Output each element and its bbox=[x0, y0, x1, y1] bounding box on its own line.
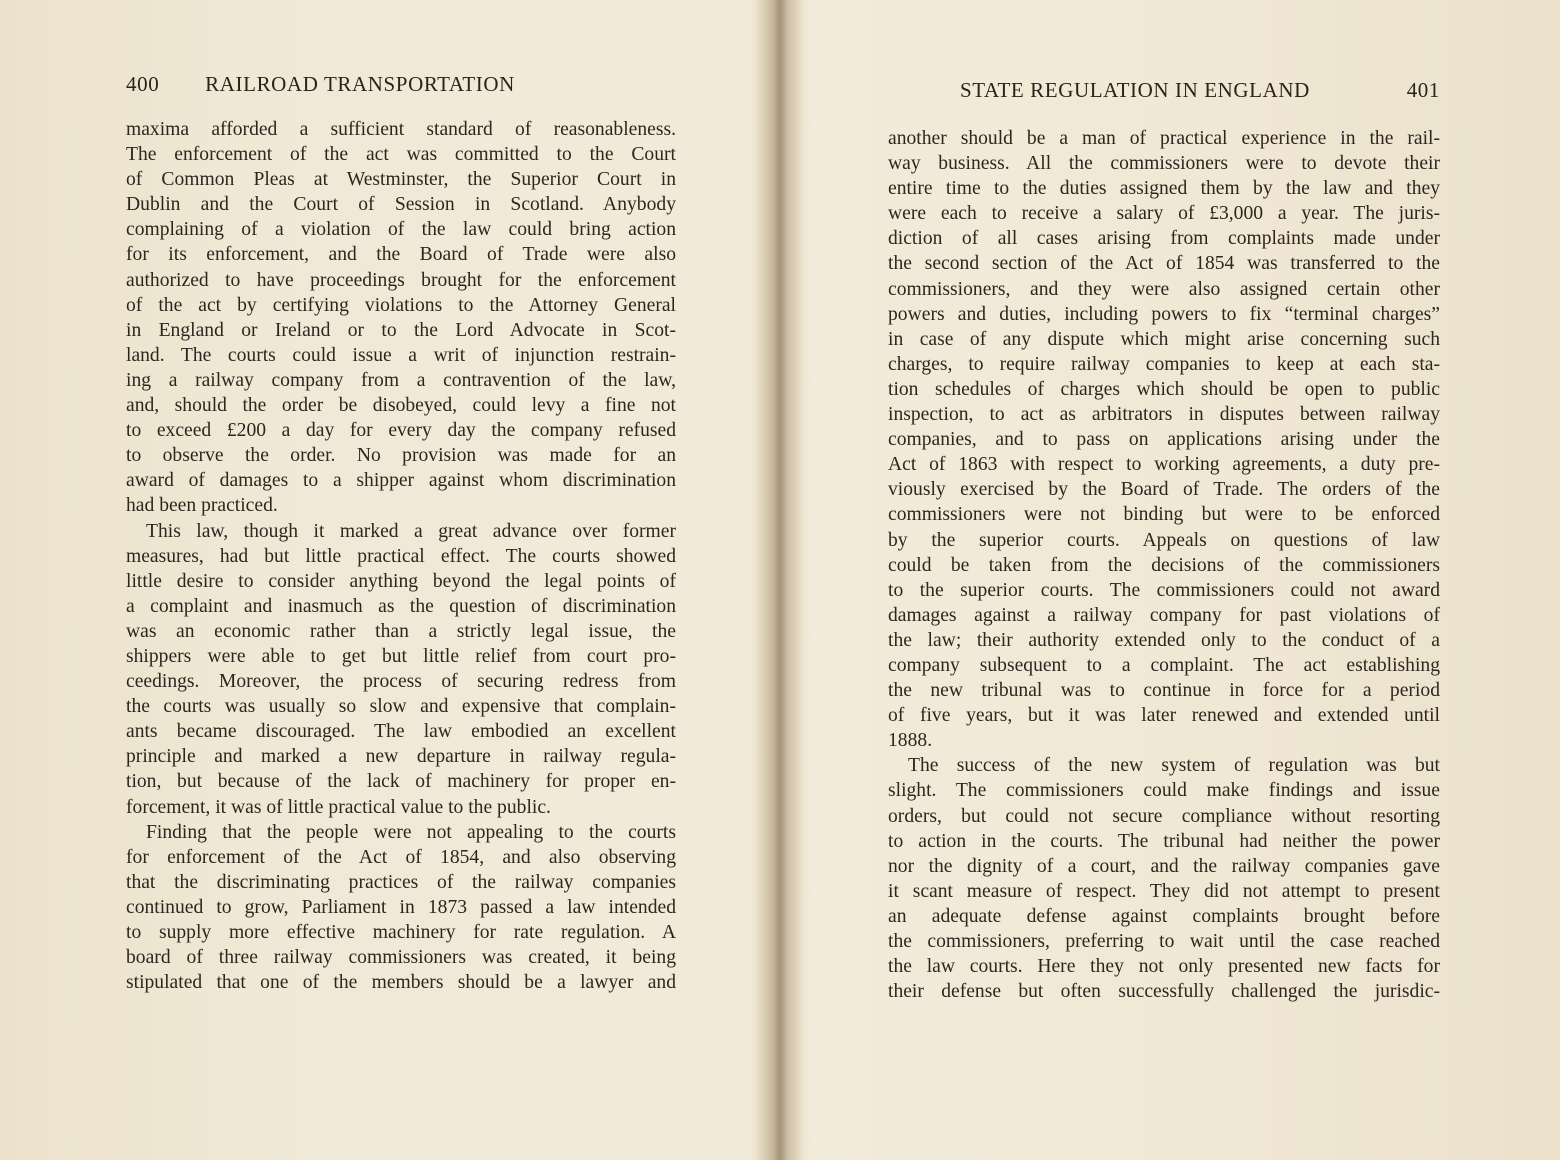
book-gutter bbox=[756, 0, 804, 1160]
text-line: by the superior courts. Appeals on questions of law bbox=[888, 529, 1440, 551]
text-line: award of damages to a shipper against whom discrimination bbox=[126, 470, 676, 492]
text-line: This law, though it marked a great advance over former bbox=[146, 520, 676, 542]
text-line: continued to grow, Parliament in 1873 passed a law intended bbox=[126, 896, 676, 918]
text-line: the law courts. Here they not only presented new facts for bbox=[888, 956, 1440, 978]
text-line: stipulated that one of the members should be a lawyer and bbox=[126, 972, 676, 994]
text-line: entire time to the duties assigned them by the law and they bbox=[888, 178, 1440, 200]
text-line: ceedings. Moreover, the process of securing redress from bbox=[126, 671, 676, 693]
right-running-title: STATE REGULATION IN ENGLAND bbox=[960, 78, 1310, 102]
text-line: and, should the order be disobeyed, could levy a fine not bbox=[126, 395, 676, 417]
text-line: tion, but because of the lack of machinery for proper en- bbox=[126, 771, 676, 793]
text-line: to the superior courts. The commissioners could not award bbox=[888, 579, 1440, 601]
text-line: The success of the new system of regulation was but bbox=[908, 755, 1440, 777]
text-line: ants became discouraged. The law embodied an excellent bbox=[126, 721, 676, 743]
text-line: diction of all cases arising from complaints made under bbox=[888, 228, 1440, 250]
text-line: could be taken from the decisions of the commissioners bbox=[888, 554, 1440, 576]
text-line: to supply more effective machinery for rate regulation. A bbox=[126, 922, 676, 943]
text-line: principle and marked a new departure in railway regula- bbox=[126, 746, 676, 768]
text-line: in case of any dispute which might arise concerning such bbox=[888, 328, 1440, 350]
text-line: the courts was usually so slow and expensive that complain- bbox=[126, 696, 676, 718]
text-line: of five years, but it was later renewed and extended until bbox=[888, 705, 1440, 727]
text-line: orders, but could not secure compliance without resorting bbox=[888, 805, 1440, 827]
text-line: that the discriminating practices of the railway companies bbox=[126, 871, 676, 893]
text-line: powers and duties, including powers to fix “terminal charges” bbox=[888, 303, 1440, 325]
text-line: was an economic rather than a strictly legal issue, the bbox=[126, 620, 676, 642]
text-line: were each to receive a salary of £3,000 a year. The juris- bbox=[888, 203, 1440, 225]
text-line: charges, to require railway companies to keep at each sta- bbox=[888, 353, 1440, 375]
text-line: little desire to consider anything beyond the legal points of bbox=[126, 570, 676, 592]
left-text-column bbox=[126, 117, 676, 995]
text-line: land. The courts could issue a writ of injunction restrain- bbox=[126, 344, 676, 366]
text-line: nor the dignity of a court, and the railway companies gave bbox=[888, 855, 1440, 877]
text-line: way business. All the commissioners were to devote their bbox=[888, 153, 1440, 175]
left-page-number: 400 bbox=[126, 72, 160, 96]
text-line: it scant measure of respect. They did not attempt to present bbox=[888, 880, 1440, 902]
left-running-head bbox=[126, 72, 676, 97]
text-line: the law; their authority extended only to the conduct of a bbox=[888, 629, 1440, 651]
text-line: company subsequent to a complaint. The act establishing bbox=[888, 654, 1440, 676]
text-line: damages against a railway company for past violations of bbox=[888, 604, 1440, 626]
text-line: companies, and to pass on applications arising under the bbox=[888, 429, 1440, 451]
text-line: board of three railway commissioners was created, it being bbox=[126, 947, 676, 969]
text-line: to exceed £200 a day for every day the company refused bbox=[126, 420, 676, 442]
text-line: forcement, it was of little practical value to the public. bbox=[126, 796, 551, 818]
text-line: the second section of the Act of 1854 was transferred to the bbox=[888, 253, 1440, 275]
text-line: The enforcement of the act was committed to the Court bbox=[126, 144, 676, 166]
left-page bbox=[0, 0, 760, 1160]
text-line: maxima afforded a sufficient standard of reasonableness. bbox=[126, 119, 676, 140]
text-line: Finding that the people were not appealing to the courts bbox=[146, 821, 676, 843]
text-line: the commissioners, preferring to wait until the case reached bbox=[888, 931, 1440, 952]
text-line: had been practiced. bbox=[126, 495, 278, 517]
text-line: the new tribunal was to continue in force for a period bbox=[888, 680, 1440, 702]
text-line: 1888. bbox=[888, 730, 933, 752]
text-line: slight. The commissioners could make findings and issue bbox=[888, 780, 1440, 802]
text-line: an adequate defense against complaints brought before bbox=[888, 905, 1440, 927]
text-line: shippers were able to get but little relief from court pro- bbox=[126, 645, 676, 667]
text-line: commissioners, and they were also assigned certain other bbox=[888, 278, 1440, 300]
text-line: to observe the order. No provision was made for an bbox=[126, 445, 676, 467]
text-line: of the act by certifying violations to the Attorney General bbox=[126, 294, 676, 316]
text-line: inspection, to act as arbitrators in disputes between railway bbox=[888, 404, 1440, 426]
text-line: in England or Ireland or to the Lord Advocate in Scot- bbox=[126, 319, 676, 341]
text-line: viously exercised by the Board of Trade. The orders of the bbox=[888, 479, 1440, 501]
text-line: Act of 1863 with respect to working agreements, a duty pre- bbox=[888, 454, 1440, 476]
text-line: another should be a man of practical experience in the rail- bbox=[888, 128, 1440, 149]
right-text-column bbox=[888, 126, 1440, 1004]
text-line: ing a railway company from a contravention of the law, bbox=[126, 369, 676, 391]
text-line: measures, had but little practical effect. The courts showed bbox=[126, 545, 676, 567]
left-running-title: RAILROAD TRANSPORTATION bbox=[205, 72, 515, 96]
text-line: authorized to have proceedings brought for the enforcement bbox=[126, 269, 676, 291]
text-line: of Common Pleas at Westminster, the Superior Court in bbox=[126, 169, 676, 191]
text-line: tion schedules of charges which should be open to public bbox=[888, 378, 1440, 400]
text-line: to action in the courts. The tribunal had neither the power bbox=[888, 830, 1440, 852]
text-line: for its enforcement, and the Board of Trade were also bbox=[126, 244, 676, 266]
text-line: complaining of a violation of the law could bring action bbox=[126, 219, 676, 241]
right-running-head bbox=[960, 78, 1440, 103]
right-page-number: 401 bbox=[1406, 78, 1440, 102]
text-line: for enforcement of the Act of 1854, and also observing bbox=[126, 846, 676, 868]
text-line: Dublin and the Court of Session in Scotland. Anybody bbox=[126, 194, 676, 216]
text-line: commissioners were not binding but were to be enforced bbox=[888, 504, 1440, 526]
text-line: a complaint and inasmuch as the question of discrimination bbox=[126, 595, 676, 617]
text-line: their defense but often successfully challenged the jurisdic- bbox=[888, 981, 1440, 1003]
